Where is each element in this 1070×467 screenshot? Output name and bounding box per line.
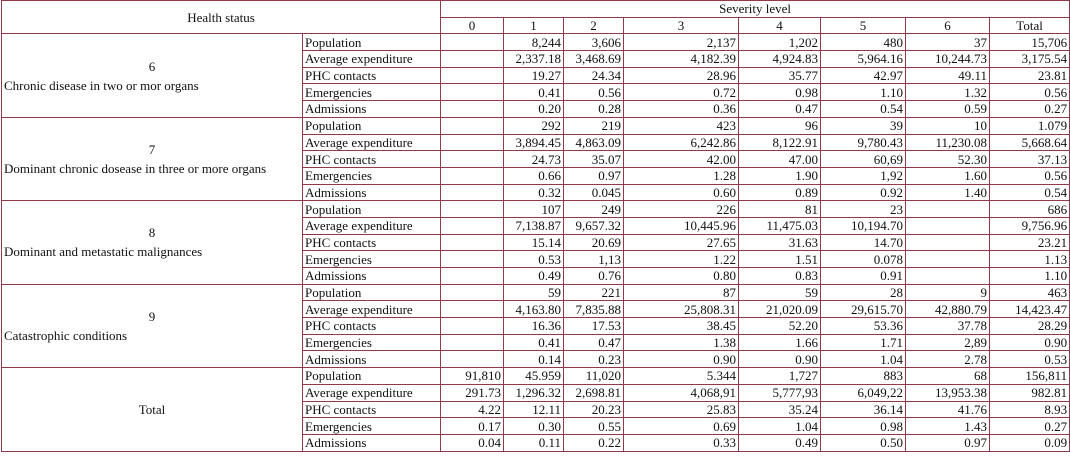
row-label: PHC contacts (303, 151, 441, 168)
value-cell: 4,068,91 (624, 384, 739, 401)
value-cell: 0.69 (624, 418, 739, 435)
value-cell: 0.32 (504, 184, 564, 201)
value-cell: 36.14 (821, 401, 906, 418)
group-name: Dominant and metastatic malignances (4, 244, 203, 260)
value-cell: 291.73 (441, 384, 504, 401)
table-row (2, 34, 1070, 51)
value-cell: 2,337.18 (504, 51, 564, 68)
value-cell: 0.90 (990, 334, 1070, 351)
value-cell: 5,668.64 (990, 134, 1070, 151)
table-row (2, 117, 1070, 134)
value-cell: 4,182.39 (624, 51, 739, 68)
row-label: Average expenditure (303, 301, 441, 318)
row-label: Admissions (303, 101, 441, 118)
value-cell: 81 (739, 201, 821, 218)
value-cell: 0.98 (739, 84, 821, 101)
value-cell: 0.30 (504, 418, 564, 435)
group-name: Total (138, 401, 166, 417)
value-cell: 0.045 (564, 184, 624, 201)
value-cell: 37.13 (990, 151, 1070, 168)
value-cell: 9 (906, 284, 990, 301)
value-cell: 883 (821, 368, 906, 385)
value-cell: 52.20 (739, 318, 821, 335)
value-cell: 37.78 (906, 318, 990, 335)
value-cell: 23 (821, 201, 906, 218)
row-label: Population (303, 201, 441, 218)
value-cell: 0.41 (504, 84, 564, 101)
value-cell: 1.38 (624, 334, 739, 351)
value-cell: 2,698.81 (564, 384, 624, 401)
value-cell: 0.20 (504, 101, 564, 118)
value-cell (441, 67, 504, 84)
value-cell: 0.50 (821, 434, 906, 451)
group-cell (2, 284, 303, 367)
row-label: Average expenditure (303, 51, 441, 68)
value-cell: 68 (906, 368, 990, 385)
value-cell: 41.76 (906, 401, 990, 418)
value-cell: 6,049,22 (821, 384, 906, 401)
value-cell: 42,880.79 (906, 301, 990, 318)
value-cell (441, 268, 504, 285)
column-header: 1 (504, 17, 564, 34)
value-cell (441, 184, 504, 201)
value-cell: 4,924.83 (739, 51, 821, 68)
value-cell: 0.27 (990, 418, 1070, 435)
row-label: Admissions (303, 351, 441, 368)
value-cell: 8,244 (504, 34, 564, 51)
value-cell: 0.36 (624, 101, 739, 118)
value-cell: 1,727 (739, 368, 821, 385)
value-cell: 12.11 (504, 401, 564, 418)
value-cell: 3,606 (564, 34, 624, 51)
value-cell: 23.81 (990, 67, 1070, 84)
value-cell (441, 251, 504, 268)
value-cell: 0.72 (624, 84, 739, 101)
value-cell: 1.079 (990, 117, 1070, 134)
value-cell: 1.40 (906, 184, 990, 201)
value-cell: 0.80 (624, 268, 739, 285)
value-cell (441, 234, 504, 251)
value-cell: 480 (821, 34, 906, 51)
value-cell: 0.11 (504, 434, 564, 451)
value-cell: 1.04 (821, 351, 906, 368)
value-cell: 1.28 (624, 167, 739, 184)
value-cell: 24.73 (504, 151, 564, 168)
value-cell: 1.32 (906, 84, 990, 101)
value-cell: 5,777,93 (739, 384, 821, 401)
health-status-header: Health status (2, 1, 441, 34)
header-row-top (2, 1, 1070, 18)
value-cell: 15,706 (990, 34, 1070, 51)
value-cell (441, 34, 504, 51)
value-cell: 19.27 (504, 67, 564, 84)
value-cell: 28.29 (990, 318, 1070, 335)
value-cell: 59 (739, 284, 821, 301)
value-cell: 0.09 (990, 434, 1070, 451)
value-cell: 60,69 (821, 151, 906, 168)
value-cell: 156,811 (990, 368, 1070, 385)
value-cell: 0.22 (564, 434, 624, 451)
value-cell: 9,657.32 (564, 217, 624, 234)
value-cell: 1.04 (739, 418, 821, 435)
value-cell (906, 251, 990, 268)
row-label: Average expenditure (303, 384, 441, 401)
value-cell: 7,138.87 (504, 217, 564, 234)
value-cell: 14.70 (821, 234, 906, 251)
column-header: 6 (906, 17, 990, 34)
table-row (2, 368, 1070, 385)
value-cell: 35.24 (739, 401, 821, 418)
value-cell: 1.51 (739, 251, 821, 268)
value-cell: 2.78 (906, 351, 990, 368)
column-header: Total (990, 17, 1070, 34)
row-label: Average expenditure (303, 134, 441, 151)
value-cell: 0.41 (504, 334, 564, 351)
row-label: Emergencies (303, 84, 441, 101)
value-cell: 11,020 (564, 368, 624, 385)
row-label: Population (303, 34, 441, 51)
value-cell: 96 (739, 117, 821, 134)
column-header: 2 (564, 17, 624, 34)
value-cell: 292 (504, 117, 564, 134)
group-number: 7 (148, 142, 156, 158)
value-cell: 28.96 (624, 67, 739, 84)
value-cell: 10,194.70 (821, 217, 906, 234)
value-cell: 11,475.03 (739, 217, 821, 234)
value-cell: 1.10 (821, 84, 906, 101)
value-cell (441, 318, 504, 335)
value-cell: 0.97 (564, 167, 624, 184)
row-label: PHC contacts (303, 401, 441, 418)
value-cell: 0.90 (739, 351, 821, 368)
value-cell: 9,780.43 (821, 134, 906, 151)
group-cell (2, 368, 303, 451)
value-cell: 10 (906, 117, 990, 134)
value-cell: 5,964.16 (821, 51, 906, 68)
value-cell: 2,137 (624, 34, 739, 51)
value-cell: 8.93 (990, 401, 1070, 418)
value-cell: 0.54 (990, 184, 1070, 201)
value-cell (441, 134, 504, 151)
value-cell: 10,244.73 (906, 51, 990, 68)
value-cell: 1,296.32 (504, 384, 564, 401)
value-cell: 982.81 (990, 384, 1070, 401)
column-header: 4 (739, 17, 821, 34)
value-cell: 0.49 (739, 434, 821, 451)
value-cell: 0.47 (564, 334, 624, 351)
value-cell: 59 (504, 284, 564, 301)
value-cell: 25,808.31 (624, 301, 739, 318)
value-cell: 53.36 (821, 318, 906, 335)
value-cell: 9,756.96 (990, 217, 1070, 234)
value-cell: 4,163.80 (504, 301, 564, 318)
value-cell: 35.77 (739, 67, 821, 84)
value-cell: 107 (504, 201, 564, 218)
group-name: Catastrophic conditions (4, 327, 128, 343)
row-label: Admissions (303, 268, 441, 285)
value-cell: 20.69 (564, 234, 624, 251)
value-cell: 35.07 (564, 151, 624, 168)
value-cell: 0.54 (821, 101, 906, 118)
value-cell (906, 234, 990, 251)
value-cell: 3,468.69 (564, 51, 624, 68)
table-row (2, 201, 1070, 218)
value-cell: 0.90 (624, 351, 739, 368)
table-body (2, 34, 1070, 451)
group-number: 8 (148, 225, 156, 241)
value-cell: 24.34 (564, 67, 624, 84)
column-header: 3 (624, 17, 739, 34)
value-cell: 5.344 (624, 368, 739, 385)
value-cell: 1.66 (739, 334, 821, 351)
value-cell: 0.76 (564, 268, 624, 285)
row-label: PHC contacts (303, 67, 441, 84)
value-cell (441, 351, 504, 368)
value-cell (441, 217, 504, 234)
group-name: Chronic disease in two or mor organs (4, 77, 199, 93)
value-cell: 23.21 (990, 234, 1070, 251)
row-label: Emergencies (303, 418, 441, 435)
value-cell: 13,953.38 (906, 384, 990, 401)
value-cell: 38.45 (624, 318, 739, 335)
value-cell: 16.36 (504, 318, 564, 335)
value-cell: 0.53 (504, 251, 564, 268)
value-cell: 15.14 (504, 234, 564, 251)
value-cell (441, 117, 504, 134)
value-cell: 49.11 (906, 67, 990, 84)
value-cell: 3,894.45 (504, 134, 564, 151)
row-label: Admissions (303, 184, 441, 201)
value-cell: 31.63 (739, 234, 821, 251)
value-cell: 42.00 (624, 151, 739, 168)
value-cell: 0.04 (441, 434, 504, 451)
value-cell: 2,89 (906, 334, 990, 351)
group-cell (2, 117, 303, 200)
value-cell: 226 (624, 201, 739, 218)
value-cell: 87 (624, 284, 739, 301)
value-cell: 29,615.70 (821, 301, 906, 318)
row-label: Admissions (303, 434, 441, 451)
value-cell: 91,810 (441, 368, 504, 385)
row-label: Population (303, 368, 441, 385)
value-cell (906, 201, 990, 218)
group-cell (2, 201, 303, 284)
value-cell: 0.078 (821, 251, 906, 268)
value-cell: 1,13 (564, 251, 624, 268)
value-cell: 39 (821, 117, 906, 134)
value-cell: 47.00 (739, 151, 821, 168)
value-cell (441, 334, 504, 351)
value-cell: 0.49 (504, 268, 564, 285)
value-cell: 249 (564, 201, 624, 218)
value-cell (441, 51, 504, 68)
value-cell: 10,445.96 (624, 217, 739, 234)
value-cell: 0.27 (990, 101, 1070, 118)
value-cell: 8,122.91 (739, 134, 821, 151)
value-cell: 0.56 (990, 167, 1070, 184)
value-cell: 42.97 (821, 67, 906, 84)
severity-table (1, 0, 1070, 452)
value-cell: 4,863.09 (564, 134, 624, 151)
value-cell: 1,92 (821, 167, 906, 184)
value-cell (441, 301, 504, 318)
value-cell: 0.55 (564, 418, 624, 435)
value-cell: 52.30 (906, 151, 990, 168)
value-cell: 0.60 (624, 184, 739, 201)
group-number: 6 (148, 58, 156, 74)
value-cell: 221 (564, 284, 624, 301)
column-header: 5 (821, 17, 906, 34)
value-cell: 686 (990, 201, 1070, 218)
value-cell: 1.60 (906, 167, 990, 184)
column-header: 0 (441, 17, 504, 34)
value-cell: 463 (990, 284, 1070, 301)
value-cell: 0.97 (906, 434, 990, 451)
row-label: Emergencies (303, 334, 441, 351)
value-cell: 0.56 (990, 84, 1070, 101)
row-label: Population (303, 117, 441, 134)
group-name: Dominant chronic dosease in three or more organs (4, 161, 267, 177)
value-cell (441, 167, 504, 184)
value-cell: 17.53 (564, 318, 624, 335)
value-cell: 0.53 (990, 351, 1070, 368)
value-cell: 1,202 (739, 34, 821, 51)
group-cell (2, 34, 303, 117)
value-cell: 0.91 (821, 268, 906, 285)
value-cell: 0.14 (504, 351, 564, 368)
value-cell: 0.56 (564, 84, 624, 101)
value-cell: 1.43 (906, 418, 990, 435)
value-cell: 37 (906, 34, 990, 51)
value-cell: 0.89 (739, 184, 821, 201)
value-cell: 0.98 (821, 418, 906, 435)
severity-level-header: Severity level (441, 1, 1070, 18)
value-cell: 1.22 (624, 251, 739, 268)
row-label: Average expenditure (303, 217, 441, 234)
value-cell: 25.83 (624, 401, 739, 418)
value-cell: 7,835.88 (564, 301, 624, 318)
value-cell: 21,020.09 (739, 301, 821, 318)
value-cell (441, 284, 504, 301)
value-cell: 20.23 (564, 401, 624, 418)
value-cell: 219 (564, 117, 624, 134)
row-label: Population (303, 284, 441, 301)
table-row (2, 284, 1070, 301)
value-cell: 6,242.86 (624, 134, 739, 151)
value-cell: 11,230.08 (906, 134, 990, 151)
value-cell: 0.17 (441, 418, 504, 435)
value-cell: 0.66 (504, 167, 564, 184)
value-cell: 4.22 (441, 401, 504, 418)
value-cell (441, 151, 504, 168)
value-cell (441, 201, 504, 218)
value-cell: 0.23 (564, 351, 624, 368)
value-cell: 1.90 (739, 167, 821, 184)
row-label: PHC contacts (303, 234, 441, 251)
value-cell: 27.65 (624, 234, 739, 251)
value-cell: 0.33 (624, 434, 739, 451)
value-cell: 0.92 (821, 184, 906, 201)
row-label: Emergencies (303, 251, 441, 268)
group-number: 9 (148, 308, 156, 324)
value-cell: 1.71 (821, 334, 906, 351)
row-label: Emergencies (303, 167, 441, 184)
value-cell: 0.47 (739, 101, 821, 118)
value-cell: 14,423.47 (990, 301, 1070, 318)
value-cell: 423 (624, 117, 739, 134)
value-cell: 28 (821, 284, 906, 301)
value-cell: 0.59 (906, 101, 990, 118)
value-cell: 0.83 (739, 268, 821, 285)
value-cell: 1.13 (990, 251, 1070, 268)
value-cell: 3,175.54 (990, 51, 1070, 68)
value-cell: 0.28 (564, 101, 624, 118)
value-cell (906, 217, 990, 234)
value-cell (441, 84, 504, 101)
value-cell (906, 268, 990, 285)
value-cell: 45.959 (504, 368, 564, 385)
value-cell (441, 101, 504, 118)
row-label: PHC contacts (303, 318, 441, 335)
value-cell: 1.10 (990, 268, 1070, 285)
